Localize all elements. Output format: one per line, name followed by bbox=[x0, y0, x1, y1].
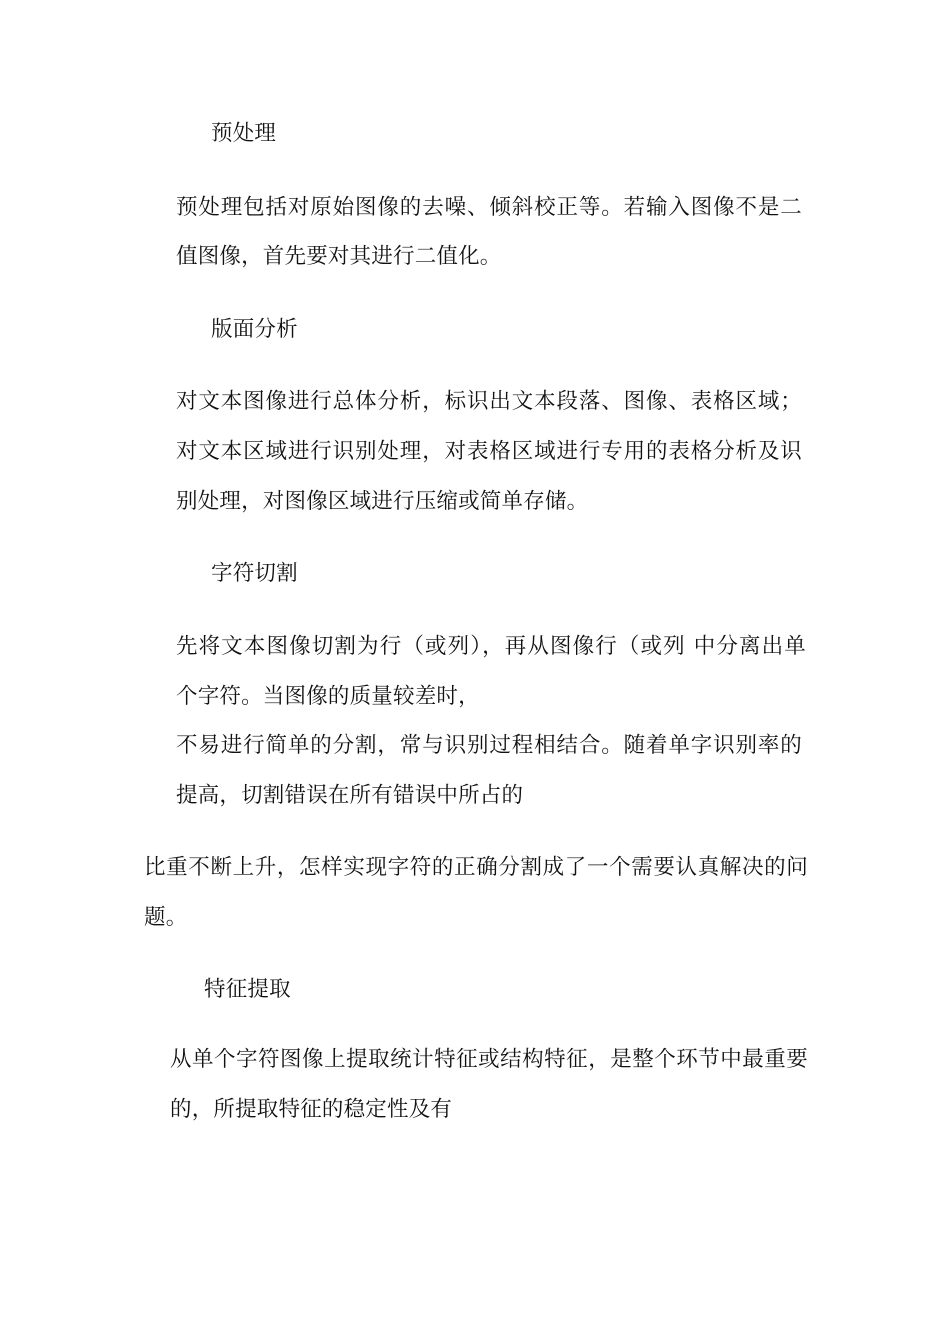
paragraph-line: 的，所提取特征的稳定性及有 bbox=[170, 1097, 453, 1122]
paragraph-line: 比重不断上升，怎样实现字符的正确分割成了一个需要认真解决的问 bbox=[144, 855, 808, 880]
paragraph-line: 对文本区域进行识别处理，对表格区域进行专用的表格分析及识 bbox=[176, 439, 802, 464]
heading-preprocessing: 预处理 bbox=[211, 121, 277, 146]
paragraph-line: 从单个字符图像上提取统计特征或结构特征，是整个环节中最重要 bbox=[170, 1047, 808, 1072]
paragraph-line: 个字符。当图像的质量较差时， bbox=[176, 684, 480, 709]
paragraph-line: 不易进行简单的分割，常与识别过程相结合。随着单字识别率的 bbox=[176, 733, 802, 758]
paragraph-line: 预处理包括对原始图像的去噪、倾斜校正等。若输入图像不是二 bbox=[176, 195, 802, 220]
heading-feature-extraction: 特征提取 bbox=[204, 977, 291, 1002]
paragraph-line: 提高，切割错误在所有错误中所占的 bbox=[176, 783, 524, 808]
paragraph-line: 值图像，首先要对其进行二值化。 bbox=[176, 244, 502, 269]
paragraph-line: 先将文本图像切割为行（或列），再从图像行（或列 中分离出单 bbox=[176, 634, 806, 659]
paragraph-line: 题。 bbox=[144, 905, 188, 930]
heading-layout-analysis: 版面分析 bbox=[211, 317, 298, 342]
paragraph-line: 别处理，对图像区域进行压缩或简单存储。 bbox=[176, 489, 589, 514]
paragraph-line: 对文本图像进行总体分析，标识出文本段落、图像、表格区域； bbox=[176, 389, 802, 414]
heading-char-segmentation: 字符切割 bbox=[211, 561, 298, 586]
